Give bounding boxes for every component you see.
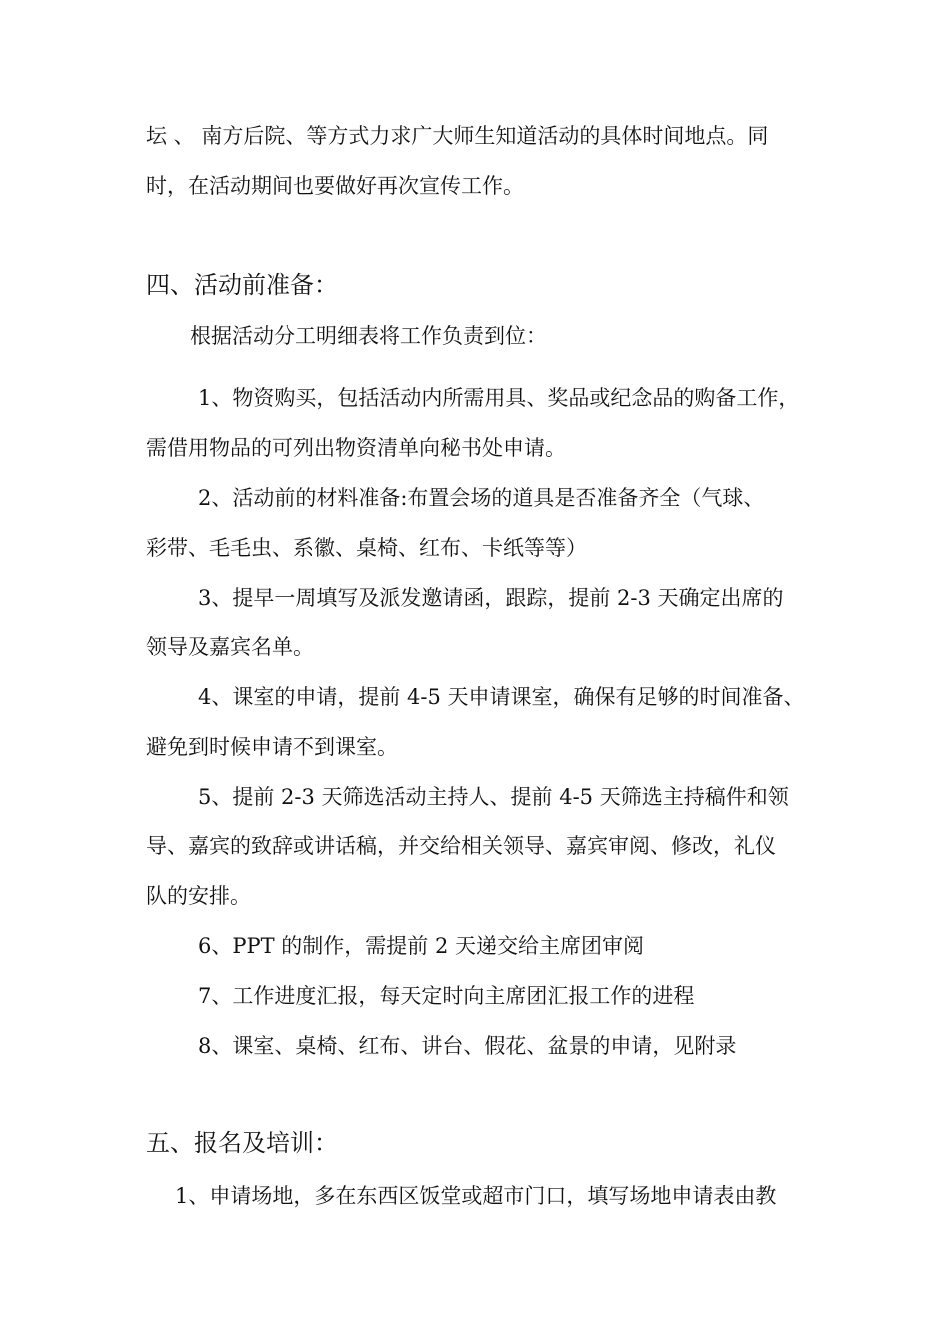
list-item-1-continued: 需借用物品的可列出物资清单向秘书处申请。: [146, 436, 566, 460]
list-item-1: 1、申请场地，多在东西区饭堂或超市门口，填写场地申请表由教: [175, 1184, 777, 1208]
list-item-5: 5、提前 2-3 天筛选活动主持人、提前 4-5 天筛选主持稿件和领: [198, 785, 789, 809]
list-item-3: 3、提早一周填写及派发邀请函，跟踪，提前 2-3 天确定出席的: [198, 586, 784, 610]
list-item-8: 8、课室、桌椅、红布、讲台、假花、盆景的申请，见附录: [198, 1034, 737, 1058]
list-item-3-continued: 领导及嘉宾名单。: [146, 635, 314, 659]
list-item-5-continued: 导、嘉宾的致辞或讲话稿，并交给相关领导、嘉宾审阅、修改，礼仪: [146, 834, 776, 858]
paragraph-line: 时，在活动期间也要做好再次宣传工作。: [146, 174, 524, 198]
paragraph-line: 根据活动分工明细表将工作负责到位：: [190, 324, 547, 348]
list-item-7: 7、工作进度汇报，每天定时向主席团汇报工作的进程: [198, 984, 695, 1008]
section-heading-4: 四、活动前准备：: [146, 271, 338, 299]
list-item-6: 6、PPT 的制作，需提前 2 天递交给主席团审阅: [198, 934, 645, 958]
list-item-1: 1、物资购买，包括活动内所需用具、奖品或纪念品的购备工作，: [198, 386, 800, 410]
list-item-5-continued: 队的安排。: [146, 884, 251, 908]
paragraph-line: 坛 、 南方后院、等方式力求广大师生知道活动的具体时间地点。同: [146, 124, 769, 148]
list-item-2: 2、活动前的材料准备:布置会场的道具是否准备齐全（气球、: [198, 486, 765, 510]
list-item-4: 4、课室的申请，提前 4-5 天申请课室，确保有足够的时间准备、: [198, 685, 805, 709]
list-item-2-continued: 彩带、毛毛虫、系徽、桌椅、红布、卡纸等等）: [146, 536, 587, 560]
section-heading-5: 五、报名及培训：: [146, 1129, 338, 1157]
list-item-4-continued: 避免到时候申请不到课室。: [146, 735, 398, 759]
